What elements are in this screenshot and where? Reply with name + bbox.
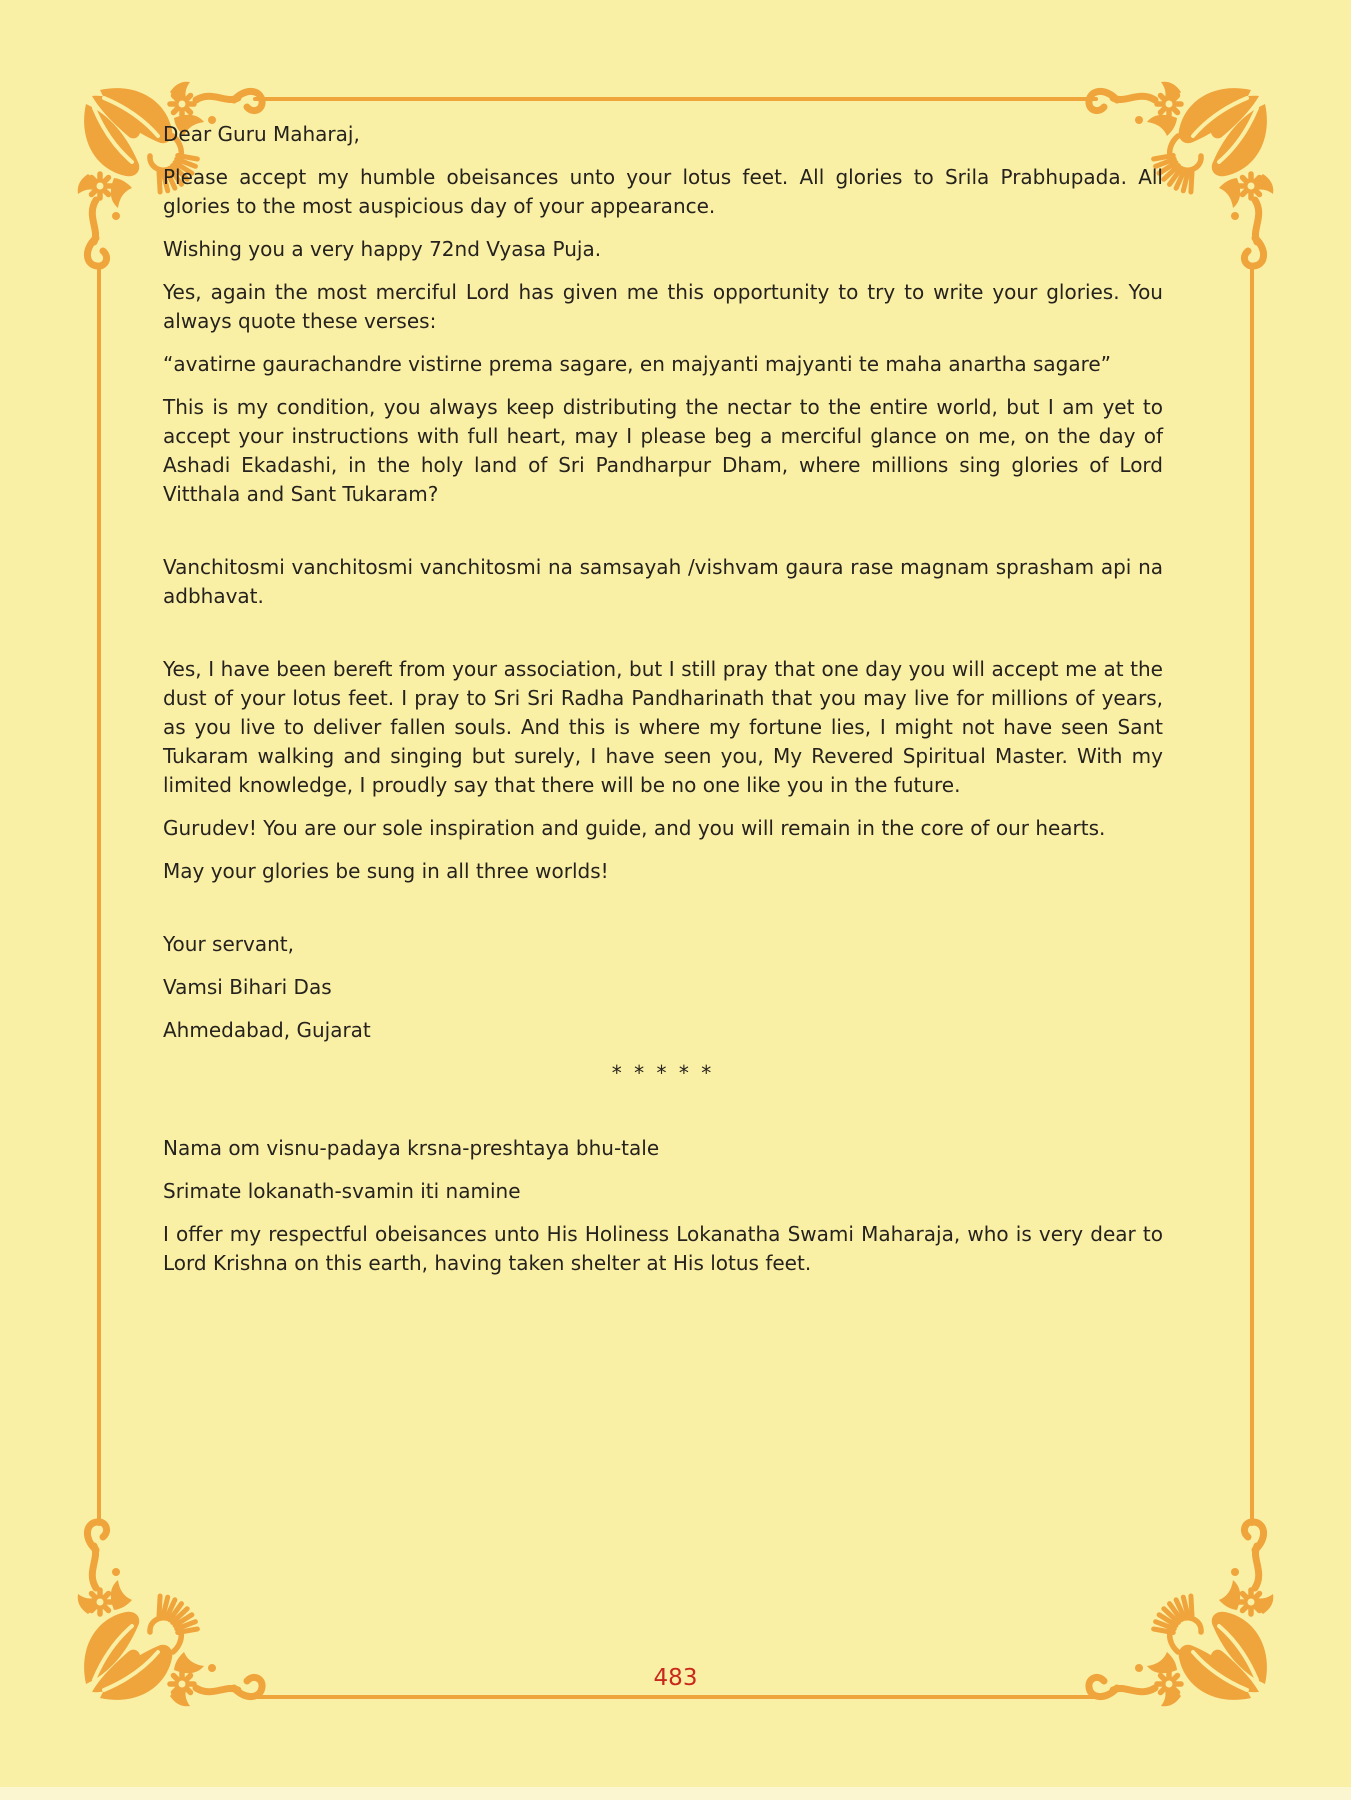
mantra-line-2: Srimate lokanath-svamin iti namine xyxy=(163,1179,521,1203)
border-line-left xyxy=(97,264,101,1526)
letter-signature-name: Vamsi Bihari Das xyxy=(163,975,332,999)
letter-verse-avatirne: “avatirne gaurachandre vistirne prema sagare, en majyanti majyanti te maha anartha sagare” xyxy=(163,352,1112,376)
mantra-translation: I offer my respectful obeisances unto His Holiness Lokanatha Swami Maharaja, who is very dear to Lord Krishna on this earth, having taken shelter at His lotus feet. xyxy=(163,1222,1163,1275)
letter-paragraph-gurudev: Gurudev! You are our sole inspiration and guide, and you will remain in the core of our hearts. xyxy=(163,816,1106,840)
letter-paragraph-obeisances: Please accept my humble obeisances unto your lotus feet. All glories to Srila Prabhupada. All glories to the most auspicious day of your appearance. xyxy=(163,165,1163,218)
letter-signature-place: Ahmedabad, Gujarat xyxy=(163,1018,371,1042)
letter-paragraph-opportunity: Yes, again the most merciful Lord has given me this opportunity to try to write your glories. You always quote these verses: xyxy=(163,280,1163,333)
letter-paragraph-condition: This is my condition, you always keep distributing the nectar to the entire world, but I am yet to accept your instructions with full heart, may I please beg a merciful glance on me, on the day of Ashadi Ekadashi, in the holy land of Sri Pandharpur Dham, where millions sing glories of Lord Vitthala and Sant Tukaram? xyxy=(163,395,1163,506)
page-number: 483 xyxy=(653,1665,698,1691)
border-line-right xyxy=(1250,264,1254,1526)
mantra-line-1: Nama om visnu-padaya krsna-preshtaya bhu-tale xyxy=(163,1136,660,1160)
letter-salutation: Dear Guru Maharaj, xyxy=(163,122,360,146)
letter-paragraph-glories: May your glories be sung in all three worlds! xyxy=(163,859,609,883)
asterisk-separator: * * * * * xyxy=(611,1061,715,1085)
letter-closing: Your servant, xyxy=(163,932,294,956)
letter-verse-vanchitosmi: Vanchitosmi vanchitosmi vanchitosmi na samsayah /vishvam gaura rase magnam sprasham api na adbhavat. xyxy=(163,555,1163,608)
letter-paragraph-wishing: Wishing you a very happy 72nd Vyasa Puja. xyxy=(163,237,602,261)
border-line-top xyxy=(253,97,1098,101)
letter-paragraph-bereft: Yes, I have been bereft from your association, but I still pray that one day you will accept me at the dust of your lotus feet. I pray to Sri Sri Radha Pandharinath that you may live for millions of years, as you live to deliver fallen souls. And this is where my fortune lies, I might not have seen Sant Tukaram walking and singing but surely, I have seen you, My Revered Spiritual Master. With my limited knowledge, I proudly say that there will be no one like you in the future. xyxy=(163,657,1163,797)
book-edge-strip xyxy=(0,1787,1351,1800)
border-line-bottom xyxy=(253,1695,1098,1699)
letter-body xyxy=(163,120,1163,1292)
